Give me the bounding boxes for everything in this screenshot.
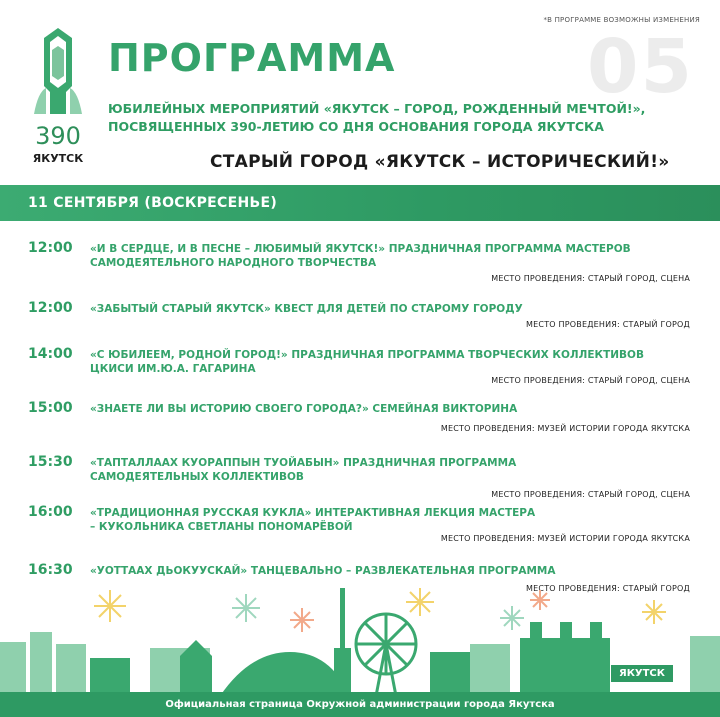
fireworks-icon: [94, 588, 666, 632]
event-time: 12:00: [28, 240, 73, 256]
event-description: [90, 402, 690, 416]
event-time: 15:30: [28, 454, 73, 470]
event-description-line: «ТАПТАЛЛААХ КУОРАППЫН ТУОЙАБЫН» ПРАЗДНИЧНАЯ ПРОГРАММА: [90, 457, 517, 469]
event-description-line: «УОТТААХ ДЬОКУУСКАЙ» ТАНЦЕВАЛЬНО – РАЗВЛЕКАТЕЛЬНАЯ ПРОГРАММА: [90, 565, 556, 577]
event-venue: МЕСТО ПРОВЕДЕНИЯ: СТАРЫЙ ГОРОД, СЦЕНА: [491, 376, 690, 385]
event-description: [90, 242, 690, 270]
ferris-wheel-icon: [356, 614, 416, 696]
event-description: [90, 564, 690, 578]
event-venue: МЕСТО ПРОВЕДЕНИЯ: СТАРЫЙ ГОРОД: [526, 584, 690, 593]
subtitle-line: ПОСВЯЩЕННЫХ 390-ЛЕТИЮ СО ДНЯ ОСНОВАНИЯ ГОРОДА ЯКУТСКА: [108, 119, 604, 134]
event-description-line: «И В СЕРДЦЕ, И В ПЕСНЕ – ЛЮБИМЫЙ ЯКУТСК!» ПРАЗДНИЧНАЯ ПРОГРАММА МАСТЕРОВ: [90, 243, 631, 255]
subtitle-line: ЮБИЛЕЙНЫХ МЕРОПРИЯТИЙ «ЯКУТСК – ГОРОД, РОЖДЕННЫЙ МЕЧТОЙ!»,: [108, 101, 646, 116]
event-time: 14:00: [28, 346, 73, 362]
event-description: [90, 348, 690, 376]
event-venue: МЕСТО ПРОВЕДЕНИЯ: СТАРЫЙ ГОРОД, СЦЕНА: [491, 490, 690, 499]
event-time: 16:00: [28, 504, 73, 520]
event-description-line: «ЗНАЕТЕ ЛИ ВЫ ИСТОРИЮ СВОЕГО ГОРОДА?» СЕМЕЙНАЯ ВИКТОРИНА: [90, 403, 518, 415]
event-description-line: «С ЮБИЛЕЕМ, РОДНОЙ ГОРОД!» ПРАЗДНИЧНАЯ ПРОГРАММА ТВОРЧЕСКИХ КОЛЛЕКТИВОВ: [90, 349, 644, 361]
event-time: 15:00: [28, 400, 73, 416]
event-venue: МЕСТО ПРОВЕДЕНИЯ: СТАРЫЙ ГОРОД: [526, 320, 690, 329]
footer-text: Официальная страница Окружной администрации города Якутска: [165, 699, 555, 710]
event-description-line: САМОДЕЯТЕЛЬНОГО НАРОДНОГО ТВОРЧЕСТВА: [90, 257, 377, 269]
event-description-line: ЦКИСИ ИМ.Ю.А. ГАГАРИНА: [90, 363, 256, 375]
footer: [0, 692, 720, 717]
event-time: 12:00: [28, 300, 73, 316]
event-description-line: «ЗАБЫТЫЙ СТАРЫЙ ЯКУТСК» КВЕСТ ДЛЯ ДЕТЕЙ ПО СТАРОМУ ГОРОДУ: [90, 303, 523, 315]
event-description: [90, 456, 690, 484]
venue-headline: СТАРЫЙ ГОРОД «ЯКУТСК – ИСТОРИЧЕСКИЙ!»: [210, 152, 670, 172]
logo-number: 390: [35, 122, 81, 150]
city-sign: ЯКУТСК: [610, 664, 674, 683]
event-description-line: «ТРАДИЦИОННАЯ РУССКАЯ КУКЛА» ИНТЕРАКТИВНАЯ ЛЕКЦИЯ МАСТЕРА: [90, 507, 536, 519]
anniversary-logo: [28, 26, 88, 171]
logo-city: ЯКУТСК: [32, 152, 84, 165]
page-number: 05: [587, 24, 694, 110]
event-venue: МЕСТО ПРОВЕДЕНИЯ: МУЗЕЙ ИСТОРИИ ГОРОДА ЯКУТСКА: [440, 424, 690, 433]
changes-notice: *В ПРОГРАММЕ ВОЗМОЖНЫ ИЗМЕНЕНИЯ: [543, 16, 700, 24]
event-description-line: САМОДЕЯТЕЛЬНЫХ КОЛЛЕКТИВОВ: [90, 471, 304, 483]
event-date: 11 СЕНТЯБРЯ (ВОСКРЕСЕНЬЕ): [28, 195, 278, 211]
subtitle: [108, 100, 708, 136]
event-time: 16:30: [28, 562, 73, 578]
page-title: ПРОГРАММА: [108, 36, 396, 80]
tower-emblem-icon: [28, 26, 88, 122]
event-venue: МЕСТО ПРОВЕДЕНИЯ: СТАРЫЙ ГОРОД, СЦЕНА: [491, 274, 690, 283]
event-description-line: – КУКОЛЬНИКА СВЕТЛАНЫ ПОНОМАРЁВОЙ: [90, 521, 353, 533]
date-band: [0, 185, 720, 221]
event-description: [90, 506, 690, 534]
event-description: [90, 302, 690, 316]
event-venue: МЕСТО ПРОВЕДЕНИЯ: МУЗЕЙ ИСТОРИИ ГОРОДА ЯКУТСКА: [440, 534, 690, 543]
